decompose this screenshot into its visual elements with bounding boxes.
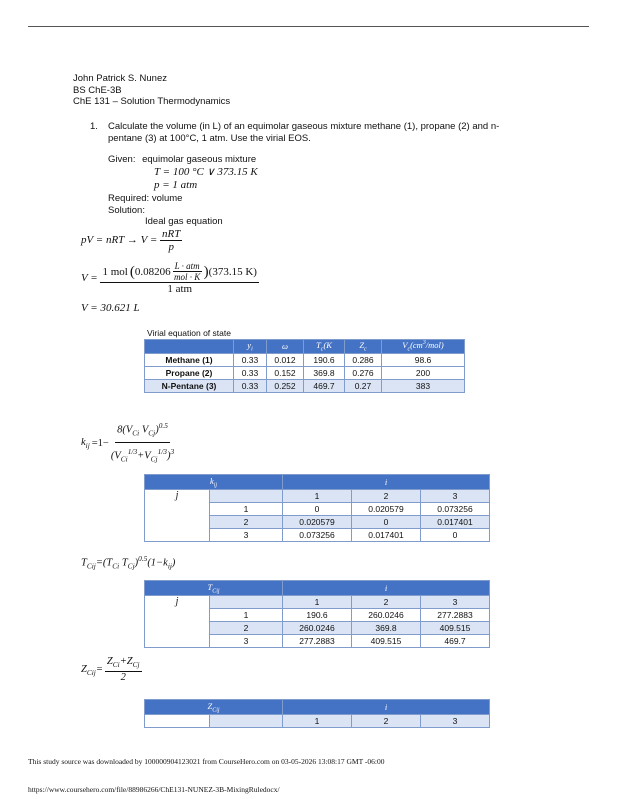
volume-fraction: [100, 261, 259, 295]
table-cell: Propane (2): [145, 366, 234, 379]
table-cell: 1: [210, 503, 283, 516]
table-cell: 0.020579: [352, 503, 421, 516]
table-cell: 3: [421, 596, 490, 609]
table-cell: 1: [283, 596, 352, 609]
table-cell: 409.515: [352, 635, 421, 648]
kij-table-i-label: i: [283, 475, 490, 490]
virial-header-yi: $y_i$: [234, 340, 267, 354]
table-cell: 277.2883: [421, 609, 490, 622]
temperature-equation: T = 100 °C ∨ 373.15 K: [154, 166, 258, 178]
given-block: [108, 154, 256, 166]
table-row: [145, 353, 465, 366]
table-cell: 260.0246: [283, 622, 352, 635]
kij-fraction: $\frac{8(V_{Ci} V_{Cj})^{0.5}}{(V_{Ci}^{1/3}+V_{Cj}^{1/3})^3}$: [111, 418, 174, 468]
table-cell: 0.017401: [352, 529, 421, 542]
table-cell: 0.286: [345, 353, 382, 366]
kij-table: [144, 474, 490, 542]
table-cell: 0.017401: [421, 516, 490, 529]
table-row: [145, 379, 465, 392]
kij-table-title: $k_{ij}$: [145, 475, 283, 490]
download-notice: This study source was downloaded by 100000904123021 from CourseHero.com on 03-05-2026 13:08:17 GMT -06:00: [28, 757, 385, 766]
v-num-mol: 1 mol: [102, 265, 128, 278]
table-cell: 1: [283, 715, 352, 728]
table-cell: 0.33: [234, 379, 267, 392]
table-cell: 2: [210, 516, 283, 529]
table-cell: 3: [210, 635, 283, 648]
table-cell: [210, 596, 283, 609]
volume-result: V = 30.621 L: [81, 302, 140, 314]
table-cell: 469.7: [421, 635, 490, 648]
table-cell: 0.33: [234, 366, 267, 379]
author-program: BS ChE-3B: [73, 84, 122, 96]
table-cell: [145, 715, 210, 728]
table-cell: 1: [210, 609, 283, 622]
kij-table-j-label: j: [145, 490, 210, 542]
table-cell: [210, 715, 283, 728]
pressure-equation: p = 1 atm: [154, 179, 198, 191]
table-cell: 3: [210, 529, 283, 542]
table-cell: 2: [210, 622, 283, 635]
table-cell: 383: [382, 379, 465, 392]
table-cell: 0: [421, 529, 490, 542]
tcij-table-title: $T_{Cij}$: [145, 581, 283, 596]
table-cell: [210, 490, 283, 503]
course-title: ChE 131 – Solution Thermodynamics: [73, 96, 231, 107]
tcij-table-j-label: j: [145, 596, 210, 648]
tcij-table: [144, 580, 490, 648]
top-rule: [28, 26, 589, 27]
required-text: Required: volume: [108, 193, 183, 204]
problem-line-1: Calculate the volume (in L) of an equimolar gaseous mixture methane (1), propane (2) and n-: [108, 121, 500, 132]
table-cell: 190.6: [304, 353, 345, 366]
kij-equation: $k_{ij}$ =1− $\frac{8(V_{Ci} V_{Cj})^{0.5}}{(V_{Ci}^{1/3}+V_{Cj}^{1/3})^3}$: [81, 418, 174, 468]
pv-fraction: [160, 228, 182, 253]
table-cell: 260.0246: [352, 609, 421, 622]
problem-statement: [108, 121, 499, 144]
document-header: [73, 73, 230, 108]
table-cell: N-Pentane (3): [145, 379, 234, 392]
table-cell: 190.6: [283, 609, 352, 622]
table-cell: 469.7: [304, 379, 345, 392]
table-cell: 1: [283, 490, 352, 503]
table-cell: 0.33: [234, 353, 267, 366]
table-cell: 0.252: [267, 379, 304, 392]
virial-header-zc: $Z_c$: [345, 340, 382, 354]
pv-numerator: nRT: [162, 228, 181, 240]
solution-label: Solution:: [108, 205, 145, 216]
author-name: John Patrick S. Nunez: [73, 73, 167, 84]
table-cell: 2: [352, 596, 421, 609]
table-cell: 369.8: [304, 366, 345, 379]
virial-table-caption: Virial equation of state: [147, 328, 231, 338]
table-cell: 3: [421, 715, 490, 728]
pv-lhs: pV = nRT → V =: [81, 234, 158, 247]
table-cell: 277.2883: [283, 635, 352, 648]
tcij-table-i-label: i: [283, 581, 490, 596]
table-cell: 0.073256: [283, 529, 352, 542]
zcij-table-i-label: i: [283, 700, 490, 715]
table-cell: 0.012: [267, 353, 304, 366]
pv-denominator: p: [168, 241, 174, 253]
table-cell: 0.27: [345, 379, 382, 392]
table-cell: 0.276: [345, 366, 382, 379]
ideal-gas-label: Ideal gas equation: [145, 216, 223, 227]
table-cell: 0: [283, 503, 352, 516]
table-cell: 0.073256: [421, 503, 490, 516]
unit-numerator: L · atm: [174, 261, 200, 271]
volume-denominator: 1 atm: [167, 283, 193, 295]
table-cell: 0.152: [267, 366, 304, 379]
table-cell: Methane (1): [145, 353, 234, 366]
zcij-equation: $Z_{Cij}=$ $\frac{Z_{Ci}+Z_{Cj}}{2}$: [81, 656, 140, 684]
zcij-table: [144, 699, 490, 728]
tcij-equation: $T_{Cij}=(T_{Ci}$ $T_{Cj})^{0.5}(1-k_{ij})$: [81, 554, 176, 571]
table-cell: 409.515: [421, 622, 490, 635]
virial-header-omega: ω: [267, 340, 304, 354]
v-lhs: V =: [81, 272, 98, 284]
virial-header-tc: $T_c(K$: [304, 340, 345, 354]
table-cell: 0.020579: [283, 516, 352, 529]
problem-line-2: pentane (3) at 100°C, 1 atm. Use the virial EOS.: [108, 132, 311, 144]
v-num-r: 0.08206: [134, 265, 171, 278]
virial-table: [144, 339, 465, 393]
unit-denominator: mol · K: [173, 272, 201, 282]
table-cell: 0: [352, 516, 421, 529]
table-cell: 369.8: [352, 622, 421, 635]
v-num-temp: (373.15 K): [208, 265, 257, 278]
table-cell: 2: [352, 490, 421, 503]
given-label: Given:: [108, 154, 136, 165]
volume-numerator: 1 mol ( 0.08206 $\frac{\text{L · atm}}{\text{mol · K}}$ ) (373.15 K): [102, 261, 257, 282]
source-url[interactable]: https://www.coursehero.com/file/88986266/ChE131-NUNEZ-3B-MixingRuledocx/: [28, 785, 280, 794]
table-cell: 98.6: [382, 353, 465, 366]
gas-constant-units: [173, 261, 202, 282]
zcij-fraction: $\frac{Z_{Ci}+Z_{Cj}}{2}$: [106, 656, 140, 684]
table-cell: 3: [421, 490, 490, 503]
table-cell: 200: [382, 366, 465, 379]
volume-calculation: [81, 261, 259, 295]
virial-header-blank: [145, 340, 234, 354]
problem-number: 1.: [90, 121, 98, 132]
zcij-denominator: 2: [120, 672, 126, 684]
table-cell: 2: [352, 715, 421, 728]
table-row: [145, 366, 465, 379]
zcij-table-title: $Z_{Cij}$: [145, 700, 283, 715]
ideal-gas-equation: [81, 228, 182, 253]
given-text: equimolar gaseous mixture: [142, 154, 257, 165]
virial-header-vc: $V_c(cm^3/mol)$: [382, 340, 465, 354]
